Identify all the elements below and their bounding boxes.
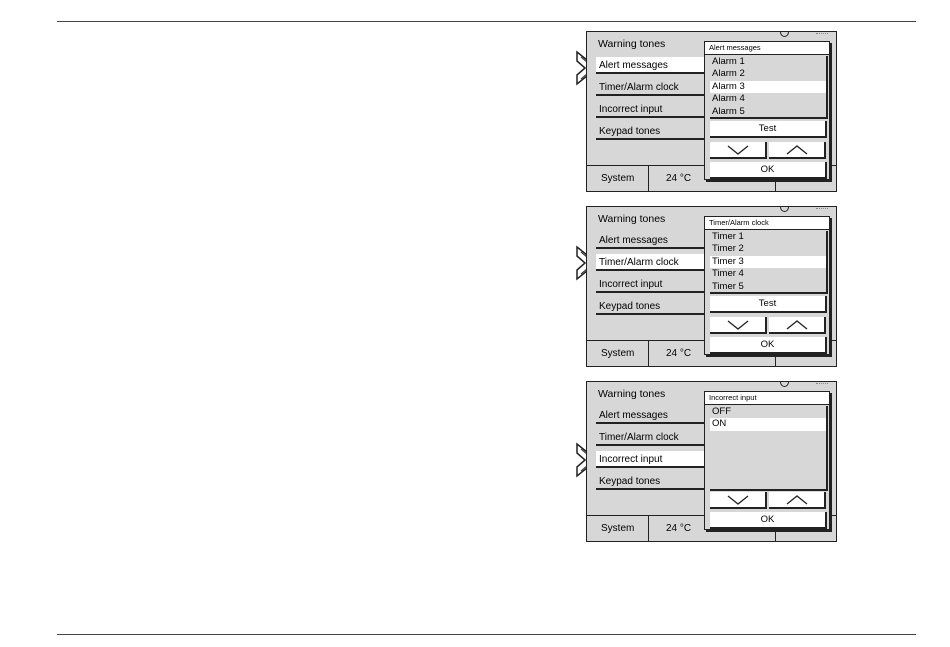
scroll-down-button[interactable]	[710, 317, 767, 334]
chevron-up-icon	[769, 492, 824, 507]
dialog-title: Incorrect input	[705, 392, 829, 405]
list-item[interactable]: Alarm 1	[712, 56, 745, 67]
list-item[interactable]: Timer 4	[712, 268, 744, 280]
temperature-readout: 24 °C	[666, 173, 692, 184]
chevron-up-icon	[769, 317, 824, 332]
menu-item-timer-alarm-clock[interactable]: Timer/Alarm clock	[596, 79, 706, 96]
scroll-up-button[interactable]	[769, 142, 826, 159]
knob-icon	[780, 31, 789, 37]
list-item[interactable]: OFF	[712, 406, 731, 417]
menu-item-alert-messages[interactable]: Alert messages	[596, 57, 706, 74]
list-item[interactable]: Timer 5	[712, 280, 744, 292]
list-item[interactable]: Timer 2	[712, 243, 744, 255]
system-button[interactable]: System	[601, 173, 635, 184]
bottom-rule	[57, 634, 916, 635]
list-item[interactable]: Alarm 3	[710, 81, 826, 93]
menu-item-keypad-tones[interactable]: Keypad tones	[596, 123, 706, 140]
screen-alert-messages	[586, 31, 837, 192]
knob-icon	[780, 206, 789, 212]
list-item[interactable]: Timer 3	[710, 256, 826, 268]
chevron-down-icon	[710, 142, 765, 157]
ok-button[interactable]: OK	[710, 512, 827, 529]
test-button[interactable]: Test	[710, 296, 827, 313]
temperature-readout: 24 °C	[666, 348, 692, 359]
scroll-up-button[interactable]	[769, 317, 826, 334]
ok-button[interactable]: OK	[710, 162, 827, 179]
timer-alarm-clock-dialog	[704, 216, 830, 355]
list-item[interactable]: Alarm 5	[712, 105, 745, 117]
option-list	[710, 56, 828, 119]
screen-title: Warning tones	[598, 388, 666, 400]
list-item[interactable]: Alarm 4	[712, 93, 745, 105]
menu-item-keypad-tones[interactable]: Keypad tones	[596, 298, 706, 315]
scroll-down-button[interactable]	[710, 142, 767, 159]
screen-incorrect-input	[586, 381, 837, 542]
scroll-down-button[interactable]	[710, 492, 767, 509]
menu-item-timer-alarm-clock[interactable]: Timer/Alarm clock	[596, 254, 706, 271]
system-button[interactable]: System	[601, 523, 635, 534]
chevron-down-icon	[710, 492, 765, 507]
chevron-up-icon	[769, 142, 824, 157]
screen-title: Warning tones	[598, 213, 666, 225]
temperature-readout: 24 °C	[666, 523, 692, 534]
test-button[interactable]: Test	[710, 121, 827, 138]
menu-item-alert-messages[interactable]: Alert messages	[596, 232, 706, 249]
option-list	[710, 406, 828, 491]
menu-item-incorrect-input[interactable]: Incorrect input	[596, 451, 706, 468]
top-rule	[57, 21, 916, 22]
incorrect-input-dialog	[704, 391, 830, 530]
menu-item-alert-messages[interactable]: Alert messages	[596, 407, 706, 424]
menu-item-incorrect-input[interactable]: Incorrect input	[596, 276, 706, 293]
dots-icon	[816, 208, 828, 211]
list-item[interactable]: Timer 1	[712, 231, 744, 242]
dialog-title: Timer/Alarm clock	[705, 217, 829, 230]
screen-timer-alarm-clock	[586, 206, 837, 367]
scroll-up-button[interactable]	[769, 492, 826, 509]
list-item[interactable]: ON	[710, 418, 826, 430]
menu-item-incorrect-input[interactable]: Incorrect input	[596, 101, 706, 118]
alert-messages-dialog	[704, 41, 830, 180]
dialog-title: Alert messages	[705, 42, 829, 55]
option-list	[710, 231, 828, 294]
menu-item-timer-alarm-clock[interactable]: Timer/Alarm clock	[596, 429, 706, 446]
knob-icon	[780, 381, 789, 387]
system-button[interactable]: System	[601, 348, 635, 359]
dots-icon	[816, 33, 828, 36]
dots-icon	[816, 383, 828, 386]
list-item[interactable]: Alarm 2	[712, 68, 745, 80]
ok-button[interactable]: OK	[710, 337, 827, 354]
screen-title: Warning tones	[598, 38, 666, 50]
chevron-down-icon	[710, 317, 765, 332]
menu-item-keypad-tones[interactable]: Keypad tones	[596, 473, 706, 490]
